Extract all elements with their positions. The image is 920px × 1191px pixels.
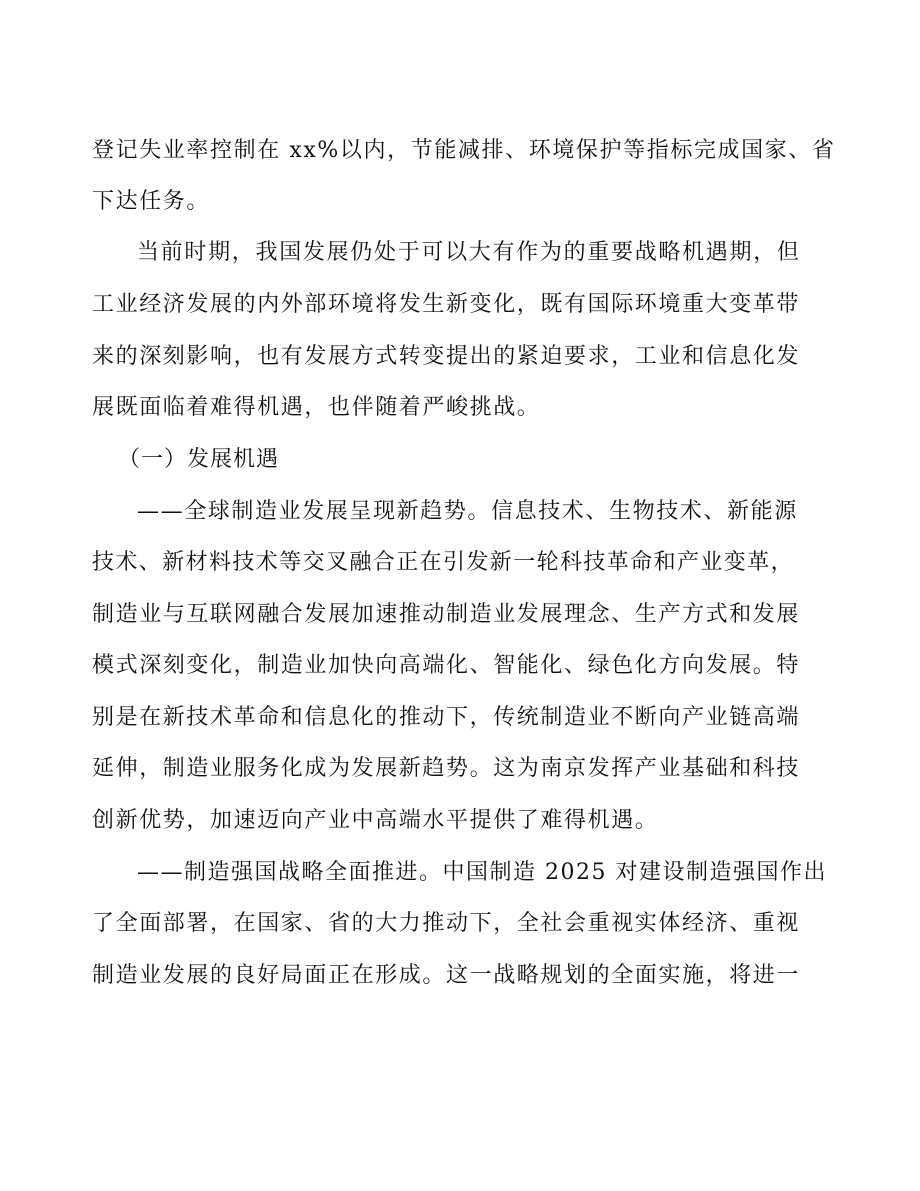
text-line-12: 别是在新技术革命和信息化的推动下，传统制造业不断向产业链高端 xyxy=(92,705,801,730)
text-line-13: 延伸，制造业服务化成为发展新趋势。这为南京发挥产业基础和科技 xyxy=(92,756,801,781)
text-line-10: 制造业与互联网融合发展加速推动制造业发展理念、生产方式和发展 xyxy=(92,602,801,627)
text-line-8: ——全球制造业发展呈现新趋势。信息技术、生物技术、新能源 xyxy=(137,499,798,524)
text-line-5: 来的深刻影响，也有发展方式转变提出的紧迫要求，工业和信息化发 xyxy=(92,344,801,369)
text-line-16: 了全面部署，在国家、省的大力推动下，全社会重视实体经济、重视 xyxy=(92,911,801,936)
text-line-14: 创新优势，加速迈向产业中高端水平提供了难得机遇。 xyxy=(92,808,659,833)
section-heading: （一）发展机遇 xyxy=(118,447,280,472)
text-line-17: 制造业发展的良好局面正在形成。这一战略规划的全面实施，将进一 xyxy=(92,963,801,988)
text-line-4: 工业经济发展的内外部环境将发生新变化，既有国际环境重大变革带 xyxy=(92,292,801,317)
text-line-3: 当前时期，我国发展仍处于可以大有作为的重要战略机遇期，但 xyxy=(137,240,801,265)
text-line-9: 技术、新材料技术等交叉融合正在引发新一轮科技革命和产业变革， xyxy=(92,550,795,575)
text-line-11: 模式深刻变化，制造业加快向高端化、智能化、绿色化方向发展。特 xyxy=(92,653,801,678)
text-line-15: ——制造强国战略全面推进。中国制造 2025 对建设制造强国作出 xyxy=(137,860,827,885)
text-line-6: 展既面临着难得机遇，也伴随着严峻挑战。 xyxy=(92,395,541,420)
text-line-1: 登记失业率控制在 xx%以内，节能减排、环境保护等指标完成国家、省 xyxy=(92,138,836,163)
text-line-2: 下达任务。 xyxy=(92,189,211,214)
